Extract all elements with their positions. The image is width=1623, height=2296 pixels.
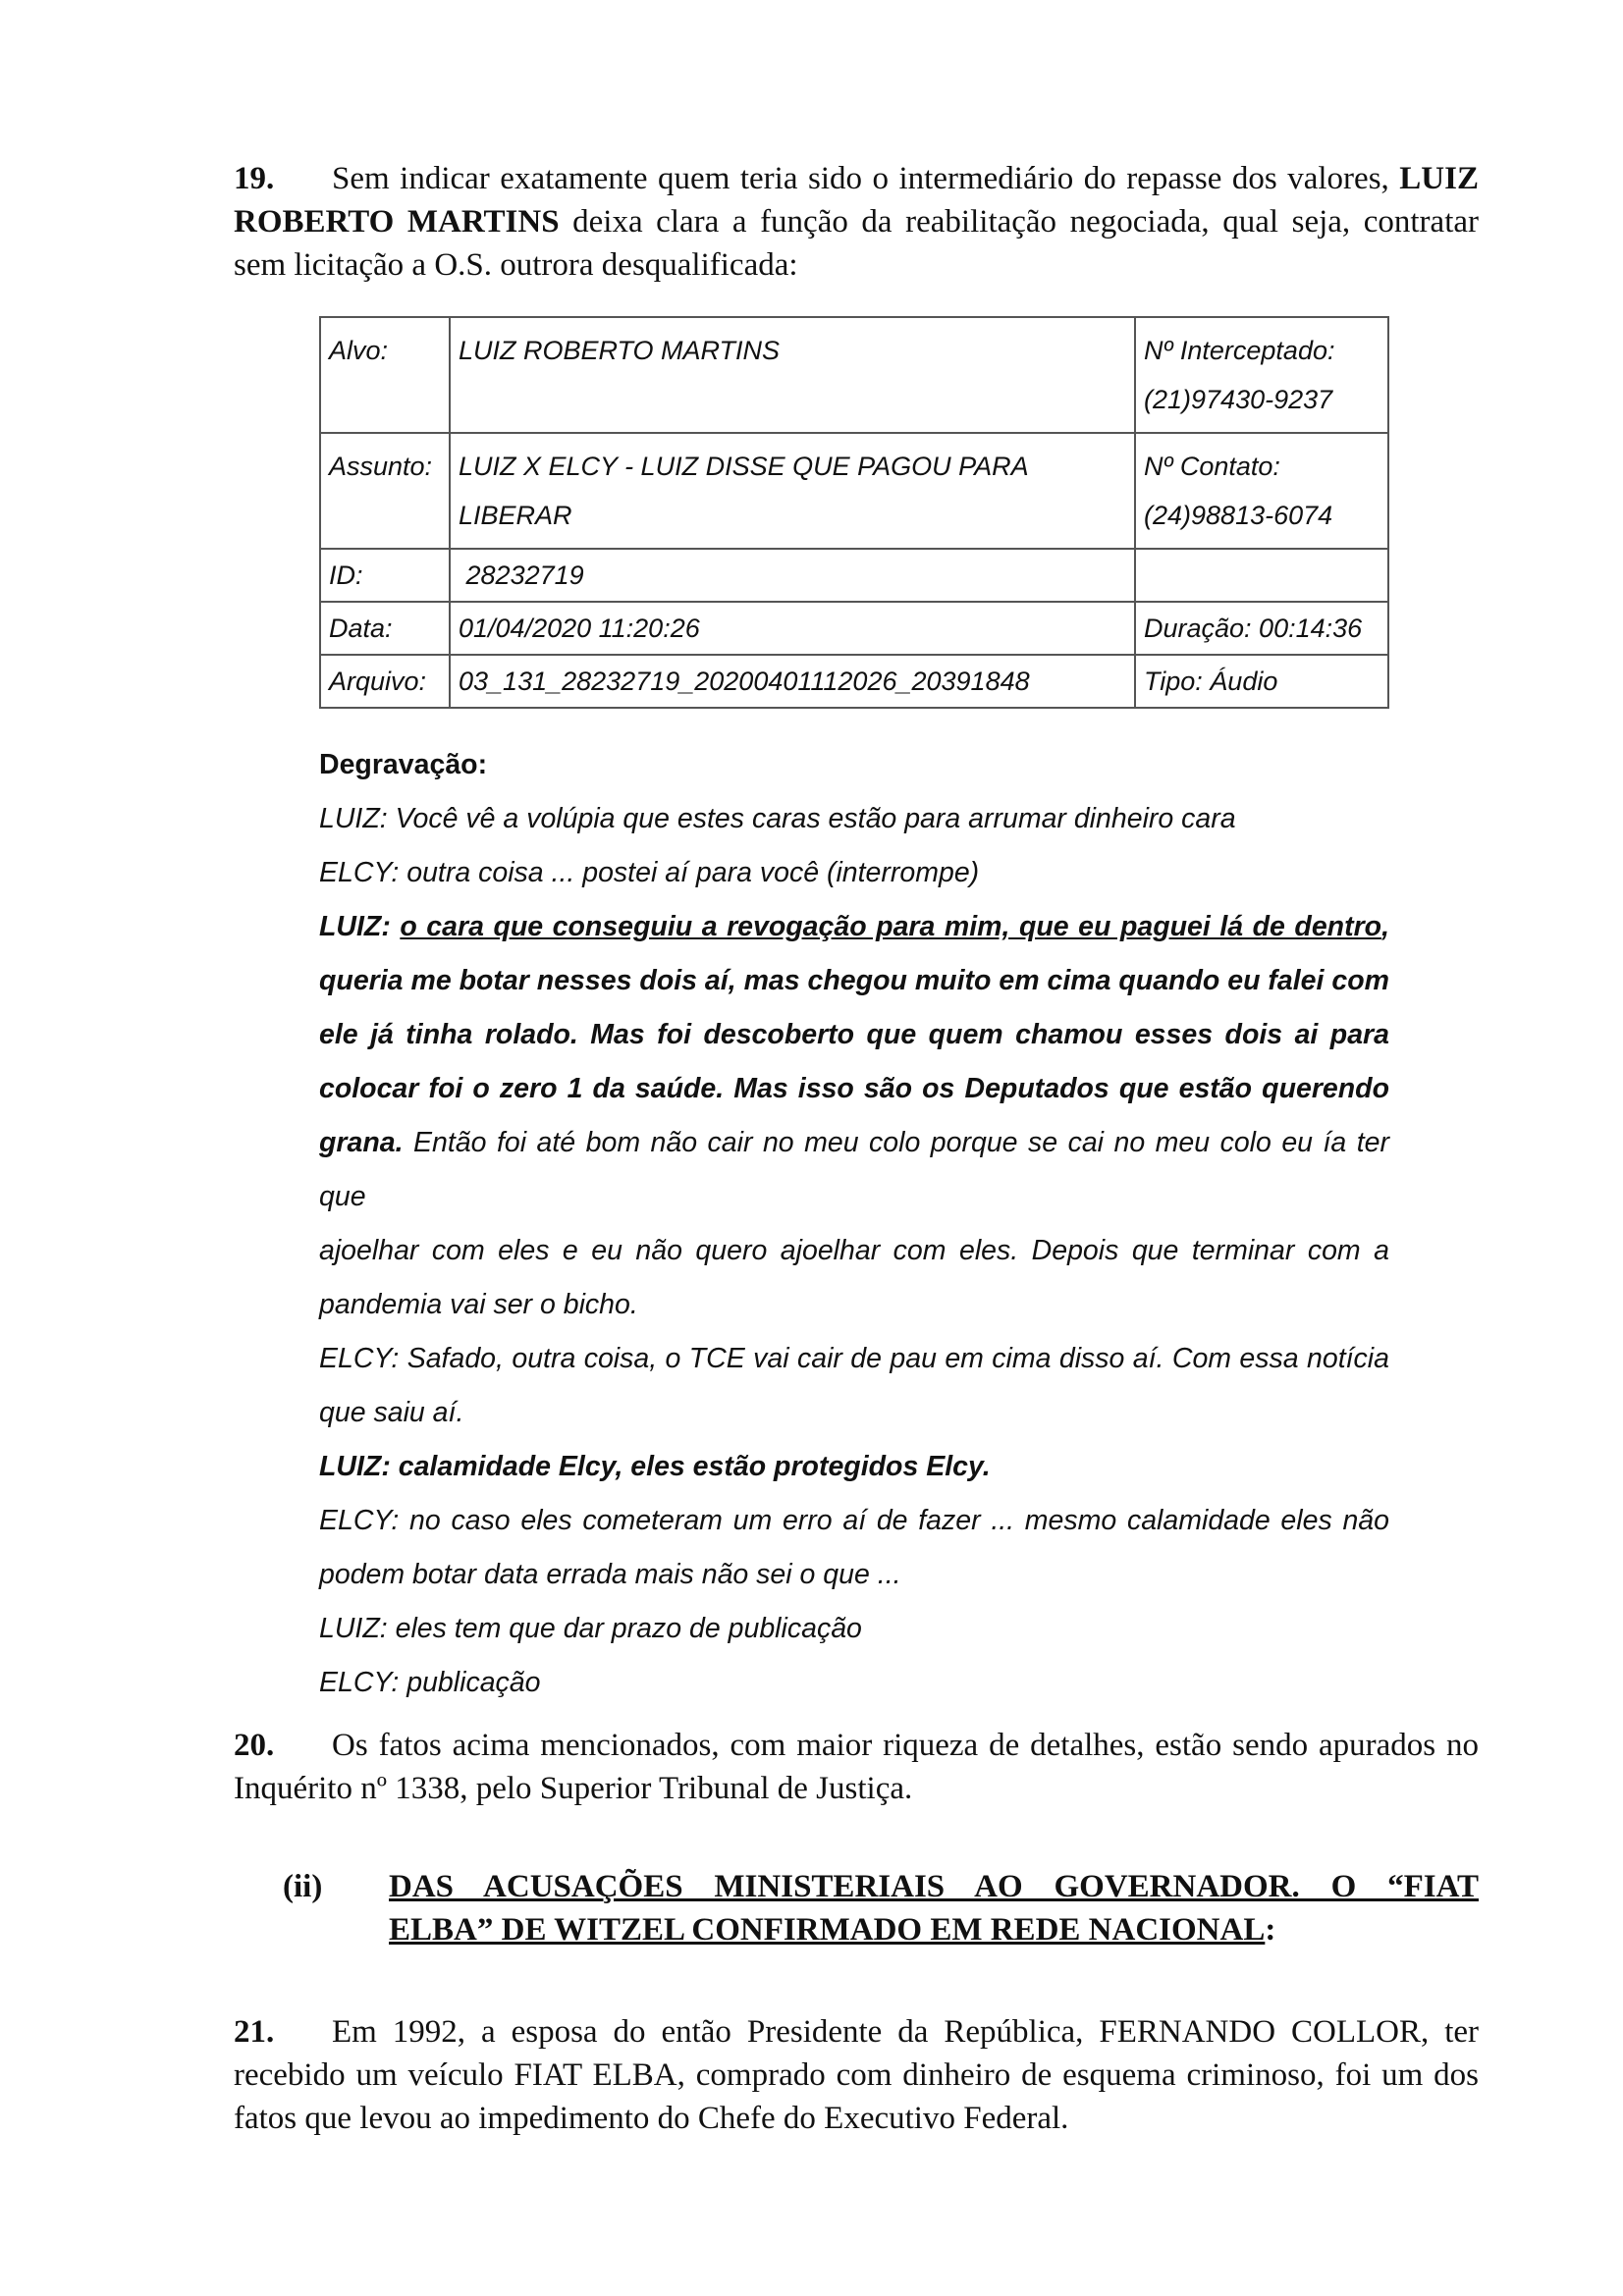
table-row [320, 549, 1388, 602]
paragraph-text: Os fatos acima mencionados, com maior riqueza de detalhes, estão sendo apurados no Inquérito nº 1338, pelo Superior Tribunal de Justiça. [234, 1728, 1479, 1806]
interception-table [319, 316, 1389, 709]
table-row [320, 433, 1388, 549]
transcript-text: Então foi até bom não cair no meu colo porque se cai no meu colo eu ía ter que [319, 1127, 1389, 1212]
transcript-title: Degravação: [319, 749, 488, 780]
transcript-line: LUIZ: calamidade Elcy, eles estão protegidos Elcy. [319, 1451, 991, 1482]
table-extra [1135, 433, 1388, 549]
transcript-line: ELCY: publicação [319, 1667, 541, 1698]
transcript-line [319, 1116, 1389, 1224]
punctuation: , [1381, 911, 1389, 942]
table-value: 03_131_28232719_20200401112026_20391848 [450, 655, 1135, 708]
transcript [319, 738, 1389, 1710]
transcript-line: colocar foi o zero 1 da saúde. Mas isso são os Deputados que estão querendo [319, 1073, 1389, 1104]
table-label: Arquivo: [320, 655, 450, 708]
extra-label: Nº Interceptado: [1144, 336, 1335, 365]
table-extra [1135, 317, 1388, 433]
transcript-line: ELCY: no caso eles cometeram um erro aí de fazer ... mesmo calamidade eles não [319, 1505, 1389, 1536]
paragraph-text: Sem indicar exatamente quem teria sido o intermediário do repasse dos valores, [332, 161, 1400, 196]
section-title-line: DAS ACUSAÇÕES MINISTERIAIS AO GOVERNADOR. O “FIAT [389, 1869, 1479, 1904]
table-row [320, 317, 1388, 433]
transcript-line: LUIZ: eles tem que dar prazo de publicação [319, 1613, 862, 1644]
paragraph-text: Em 1992, a esposa do então Presidente da República, FERNANDO COLLOR, ter recebido um veículo FIAT ELBA, comprado com dinheiro de esquema criminoso, foi um dos fatos que levou ao impedimento do Chefe do Executivo Federal. [234, 2014, 1479, 2136]
section-colon: : [1265, 1912, 1276, 1948]
paragraph-number: 20. [234, 1728, 275, 1763]
extra-value: (21)97430-9237 [1144, 385, 1333, 414]
table-row [320, 602, 1388, 655]
paragraph-20 [234, 1724, 1479, 1810]
paragraph-19 [234, 157, 1479, 287]
transcript-line: ajoelhar com eles e eu não quero ajoelhar com eles. Depois que terminar com a [319, 1235, 1389, 1266]
transcript-line: que saiu aí. [319, 1397, 464, 1428]
section-marker: (ii) [283, 1869, 323, 1904]
table-label: Data: [320, 602, 450, 655]
table-extra: Duração: 00:14:36 [1135, 602, 1388, 655]
extra-value: (24)98813-6074 [1144, 501, 1333, 530]
paragraph-21 [234, 2010, 1479, 2140]
transcript-line: ELCY: outra coisa ... postei aí para você (interrompe) [319, 857, 980, 888]
paragraph-text: deixa clara a função da reabilitação negociada, qual seja, contratar sem licitação a O.S. outrora desqualificada: [234, 204, 1479, 283]
section-title [389, 1865, 1479, 1951]
extra-label: Nº Contato: [1144, 452, 1280, 481]
table-value: LUIZ ROBERTO MARTINS [450, 317, 1135, 433]
table-row [320, 655, 1388, 708]
table-value [450, 549, 1135, 602]
paragraph-number: 21. [234, 2014, 275, 2050]
transcript-line [319, 900, 1389, 954]
table-value: 01/04/2020 11:20:26 [450, 602, 1135, 655]
table-value-text: 28232719 [465, 561, 584, 590]
transcript-line: queria me botar nesses dois aí, mas chegou muito em cima quando eu falei com [319, 965, 1389, 996]
bold-name: LUIZ ROBERTO MARTINS [234, 161, 1479, 240]
transcript-line: ELCY: Safado, outra coisa, o TCE vai cair de pau em cima disso aí. Com essa notícia [319, 1343, 1389, 1374]
transcript-line: pandemia vai ser o bicho. [319, 1289, 638, 1320]
table-label: Alvo: [320, 317, 450, 433]
speaker-label: LUIZ: [319, 911, 401, 942]
table-label: ID: [320, 549, 450, 602]
table-label: Assunto: [320, 433, 450, 549]
section-title-line: ELBA” DE WITZEL CONFIRMADO EM REDE NACIONAL [389, 1912, 1266, 1948]
underlined-quote: o cara que conseguiu a revogação para mim, que eu paguei lá de dentro [400, 911, 1382, 942]
bold-word: grana. [319, 1127, 404, 1158]
transcript-line: podem botar data errada mais não sei o que ... [319, 1559, 901, 1590]
table-extra: Tipo: Áudio [1135, 655, 1388, 708]
paragraph-number: 19. [234, 161, 275, 196]
table-extra [1135, 549, 1388, 602]
transcript-line: LUIZ: Você vê a volúpia que estes caras estão para arrumar dinheiro cara [319, 803, 1236, 834]
transcript-line: ele já tinha rolado. Mas foi descoberto que quem chamou esses dois ai para [319, 1019, 1389, 1050]
table-value: LUIZ X ELCY - LUIZ DISSE QUE PAGOU PARA LIBERAR [450, 433, 1135, 549]
